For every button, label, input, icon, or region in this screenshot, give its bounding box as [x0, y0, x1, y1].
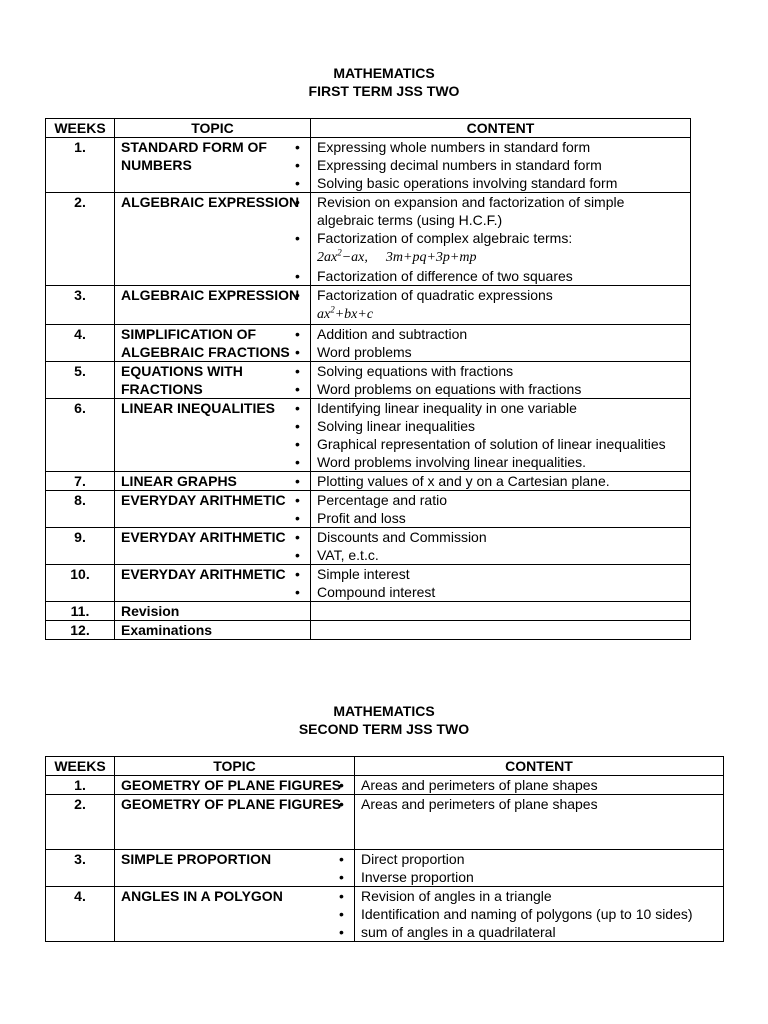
- content-cell: [355, 776, 724, 795]
- content-cell: [355, 850, 724, 887]
- formula: [317, 304, 374, 322]
- content-cell: [311, 193, 691, 286]
- table-row: [46, 795, 724, 850]
- content-cell: [311, 325, 691, 362]
- week-number: 7.: [46, 472, 115, 491]
- topic-header: TOPIC: [115, 119, 311, 138]
- term1-title: FIRST TERM JSS TWO: [308, 83, 460, 99]
- list-item: • Solving linear inequalities: [317, 417, 684, 435]
- content-cell: [311, 602, 691, 621]
- formula-rest: −ax,: [341, 250, 368, 265]
- week-number: 12.: [46, 621, 115, 640]
- week-number: 2.: [46, 795, 115, 850]
- list-item: • Revision on expansion and factorization of simple algebraic terms (using H.C.F.): [317, 193, 684, 229]
- week-number: 3.: [46, 850, 115, 887]
- topic-cell: EVERYDAY ARITHMETIC: [115, 565, 311, 602]
- content-cell: [311, 399, 691, 472]
- formula: [317, 247, 477, 265]
- table-row: [46, 193, 691, 286]
- topic-cell: EQUATIONS WITH FRACTIONS: [115, 362, 311, 399]
- topic-cell: EVERYDAY ARITHMETIC: [115, 528, 311, 565]
- list-item: • Inverse proportion: [361, 868, 717, 886]
- content-cell: [355, 887, 724, 942]
- content-cell: [311, 138, 691, 193]
- list-item: • Word problems on equations with fractions: [317, 380, 684, 398]
- list-item: • Simple interest: [317, 565, 684, 583]
- term1-heading: [0, 64, 768, 100]
- term1-subject: MATHEMATICS: [333, 65, 435, 81]
- list-item: • Solving basic operations involving standard form: [317, 174, 684, 192]
- list-item: • VAT, e.t.c.: [317, 546, 684, 564]
- list-item: [317, 286, 684, 324]
- list-item: • Expressing whole numbers in standard form: [317, 138, 684, 156]
- table-row: [46, 472, 691, 491]
- topic-cell: LINEAR GRAPHS: [115, 472, 311, 491]
- topic-cell: LINEAR INEQUALITIES: [115, 399, 311, 472]
- topic-cell: Revision: [115, 602, 311, 621]
- content-cell: [311, 286, 691, 325]
- list-item: • Addition and subtraction: [317, 325, 684, 343]
- topic-cell: SIMPLIFICATION OF ALGEBRAIC FRACTIONS: [115, 325, 311, 362]
- formula-var: ax: [317, 307, 331, 322]
- list-item: • Discounts and Commission: [317, 528, 684, 546]
- table-header-row: [46, 119, 691, 138]
- week-number: 5.: [46, 362, 115, 399]
- list-item: • Profit and loss: [317, 509, 684, 527]
- list-item: • Direct proportion: [361, 850, 717, 868]
- weeks-header: WEEKS: [46, 119, 115, 138]
- term1-table: [45, 118, 691, 640]
- topic-cell: Examinations: [115, 621, 311, 640]
- list-item: • Percentage and ratio: [317, 491, 684, 509]
- list-item: • Word problems involving linear inequalities.: [317, 453, 684, 471]
- list-item: • Compound interest: [317, 583, 684, 601]
- content-cell: [311, 528, 691, 565]
- list-item: • Word problems: [317, 343, 684, 361]
- list-item: • Areas and perimeters of plane shapes: [361, 795, 717, 813]
- content-cell: [311, 565, 691, 602]
- topic-cell: SIMPLE PROPORTION: [115, 850, 355, 887]
- topic-cell: GEOMETRY OF PLANE FIGURES: [115, 795, 355, 850]
- term2-subject: MATHEMATICS: [333, 703, 435, 719]
- content-cell: [355, 795, 724, 850]
- formula-rest: +bx+c: [334, 307, 374, 322]
- content-cell: [311, 472, 691, 491]
- list-item: • Revision of angles in a triangle: [361, 887, 717, 905]
- table-header-row: [46, 757, 724, 776]
- list-item-text: Factorization of complex algebraic terms:: [317, 230, 573, 246]
- week-number: 1.: [46, 776, 115, 795]
- list-item-text: Factorization of quadratic expressions: [317, 287, 553, 303]
- table-row: [46, 528, 691, 565]
- week-number: 4.: [46, 325, 115, 362]
- topic-cell: ANGLES IN A POLYGON: [115, 887, 355, 942]
- week-number: 11.: [46, 602, 115, 621]
- table-row: [46, 286, 691, 325]
- content-cell: [311, 362, 691, 399]
- term2-heading: [0, 702, 768, 738]
- week-number: 8.: [46, 491, 115, 528]
- table-row: [46, 362, 691, 399]
- list-item: • Expressing decimal numbers in standard form: [317, 156, 684, 174]
- week-number: 6.: [46, 399, 115, 472]
- list-item: • Graphical representation of solution of linear inequalities: [317, 435, 684, 453]
- content-header: CONTENT: [355, 757, 724, 776]
- table-row: [46, 399, 691, 472]
- list-item: • Identifying linear inequality in one variable: [317, 399, 684, 417]
- weeks-header: WEEKS: [46, 757, 115, 776]
- table-row: [46, 325, 691, 362]
- content-cell: [311, 621, 691, 640]
- list-item: • Identification and naming of polygons (up to 10 sides): [361, 905, 717, 923]
- table-row: [46, 887, 724, 942]
- table-row: [46, 491, 691, 528]
- formula-exponent: 2: [330, 304, 335, 315]
- formula-second: 3m+pq+3p+mp: [385, 250, 477, 265]
- week-number: 1.: [46, 138, 115, 193]
- formula-exponent: 2: [337, 247, 342, 258]
- week-number: 9.: [46, 528, 115, 565]
- content-header: CONTENT: [311, 119, 691, 138]
- list-item: • sum of angles in a quadrilateral: [361, 923, 717, 941]
- list-item: [317, 229, 684, 267]
- formula-coef: 2: [317, 250, 324, 265]
- formula-var: ax: [324, 250, 338, 265]
- topic-header: TOPIC: [115, 757, 355, 776]
- table-row: [46, 138, 691, 193]
- topic-cell: GEOMETRY OF PLANE FIGURES: [115, 776, 355, 795]
- list-item: • Solving equations with fractions: [317, 362, 684, 380]
- list-item: • Areas and perimeters of plane shapes: [361, 776, 717, 794]
- table-row: [46, 565, 691, 602]
- topic-cell: EVERYDAY ARITHMETIC: [115, 491, 311, 528]
- week-number: 10.: [46, 565, 115, 602]
- topic-cell: ALGEBRAIC EXPRESSION: [115, 286, 311, 325]
- content-cell: [311, 491, 691, 528]
- topic-cell: ALGEBRAIC EXPRESSION: [115, 193, 311, 286]
- list-item: • Plotting values of x and y on a Cartesian plane.: [317, 472, 684, 490]
- table-row: [46, 850, 724, 887]
- week-number: 2.: [46, 193, 115, 286]
- week-number: 4.: [46, 887, 115, 942]
- table-row: [46, 602, 691, 621]
- topic-cell: STANDARD FORM OF NUMBERS: [115, 138, 311, 193]
- table-row: [46, 621, 691, 640]
- week-number: 3.: [46, 286, 115, 325]
- term2-title: SECOND TERM JSS TWO: [298, 721, 470, 737]
- term2-table: [45, 756, 724, 942]
- list-item: • Factorization of difference of two squares: [317, 267, 684, 285]
- table-row: [46, 776, 724, 795]
